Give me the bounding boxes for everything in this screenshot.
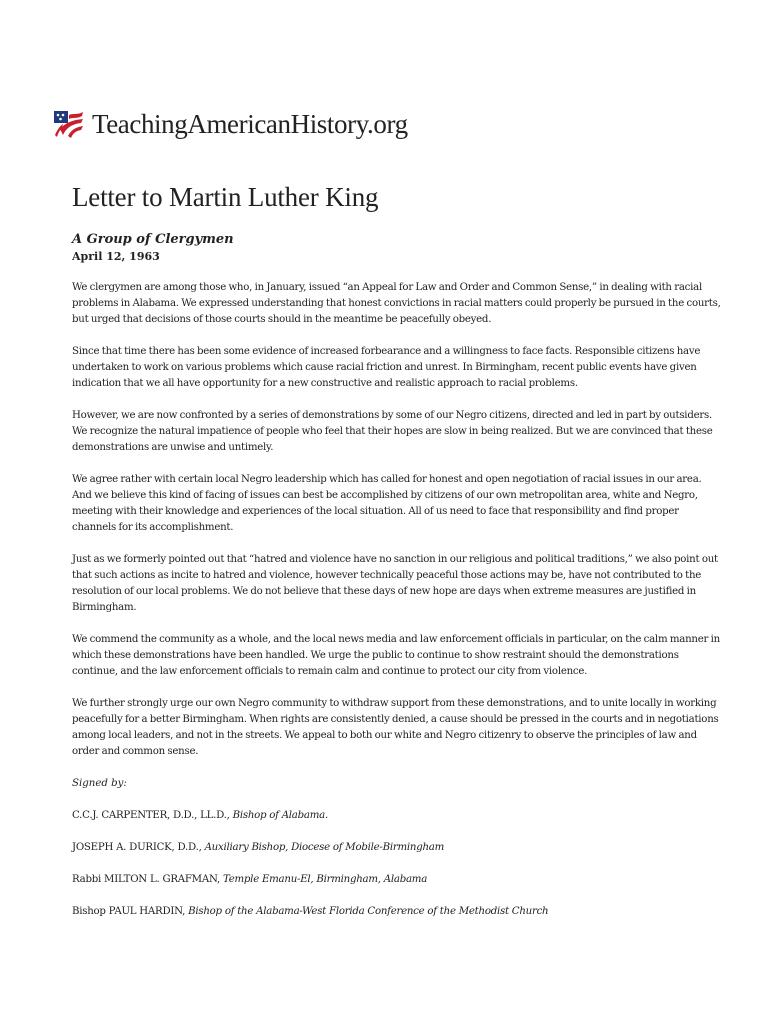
document-title: Letter to Martin Luther King: [72, 182, 379, 212]
paragraph: Just as we formerly pointed out that “hatred and violence have no sanction in our religious and political traditions,” we also point out that such actions as incite to hatred and violence, however technically peaceful those actions may be, have not contributed to the resolution of our local problems. We do not believe that these days of new hope are days when extreme measures are justified in Birmingham.: [72, 554, 718, 613]
signatory-role: Temple Emanu-El, Birmingham, Alabama: [222, 874, 428, 885]
paragraph: We further strongly urge our own Negro community to withdraw support from these demonstrations, and to unite locally in working peacefully for a better Birmingham. When rights are consistently denied, a cause should be pressed in the courts and in negotiations among local leaders, and not in the streets. We appeal to both our white and Negro citizenry to observe the principles of law and order and common sense.: [72, 698, 719, 757]
signatory: [72, 808, 722, 824]
signatory-role: Bishop of the Alabama-West Florida Conference of the Methodist Church: [188, 906, 549, 917]
signatory-name: JOSEPH A. DURICK, D.D.,: [72, 842, 205, 853]
flag-icon: [54, 109, 84, 139]
paragraph: We commend the community as a whole, and the local news media and law enforcement officials in particular, on the calm manner in which these demonstrations have been handled. We urge the public to continue to show restraint should the demonstrations continue, and the law enforcement officials to remain calm and continue to protect our city from violence.: [72, 634, 720, 677]
letter-body: [72, 280, 722, 936]
site-name: TeachingAmericanHistory.org: [92, 108, 408, 139]
signatory: [72, 904, 722, 920]
paragraph: Since that time there has been some evidence of increased forbearance and a willingness to face facts. Responsible citizens have undertaken to work on various problems which cause racial friction and unrest. In Birmingham, recent public events have given indication that we all have opportunity for a new constructive and realistic approach to racial problems.: [72, 346, 701, 389]
document-date: April 12, 1963: [72, 250, 160, 263]
paragraph: However, we are now confronted by a series of demonstrations by some of our Negro citizens, directed and led in part by outsiders. We recognize the natural impatience of people who feel that their hopes are slow in being realized. But we are convinced that these demonstrations are unwise and untimely.: [72, 410, 713, 453]
signatory-role: Bishop of Alabama.: [232, 810, 328, 821]
signatory: [72, 840, 722, 856]
paragraph: We agree rather with certain local Negro leadership which has called for honest and open negotiation of racial issues in our area. And we believe this kind of facing of issues can best be accomplished by citizens of our own metropolitan area, white and Negro, meeting with their knowledge and experiences of the local situation. All of us need to face that responsibility and find proper channels for its accomplishment.: [72, 474, 702, 533]
signatory-role: Auxiliary Bishop, Diocese of Mobile-Birmingham: [204, 842, 445, 853]
signed-by-label: Signed by:: [72, 778, 127, 789]
site-logo[interactable]: [54, 106, 408, 142]
signatory-name: Bishop PAUL HARDIN,: [72, 906, 189, 917]
document-author: A Group of Clergymen: [72, 232, 234, 247]
signatory: [72, 872, 722, 888]
signatory-name: C.C.J. CARPENTER, D.D., LL.D.,: [72, 810, 233, 821]
signatory-name: Rabbi MILTON L. GRAFMAN,: [72, 874, 223, 885]
paragraph: We clergymen are among those who, in January, issued “an Appeal for Law and Order and Common Sense,” in dealing with racial problems in Alabama. We expressed understanding that honest convictions in racial matters could properly be pursued in the courts, but urged that decisions of those courts should in the meantime be peacefully obeyed.: [72, 282, 721, 325]
